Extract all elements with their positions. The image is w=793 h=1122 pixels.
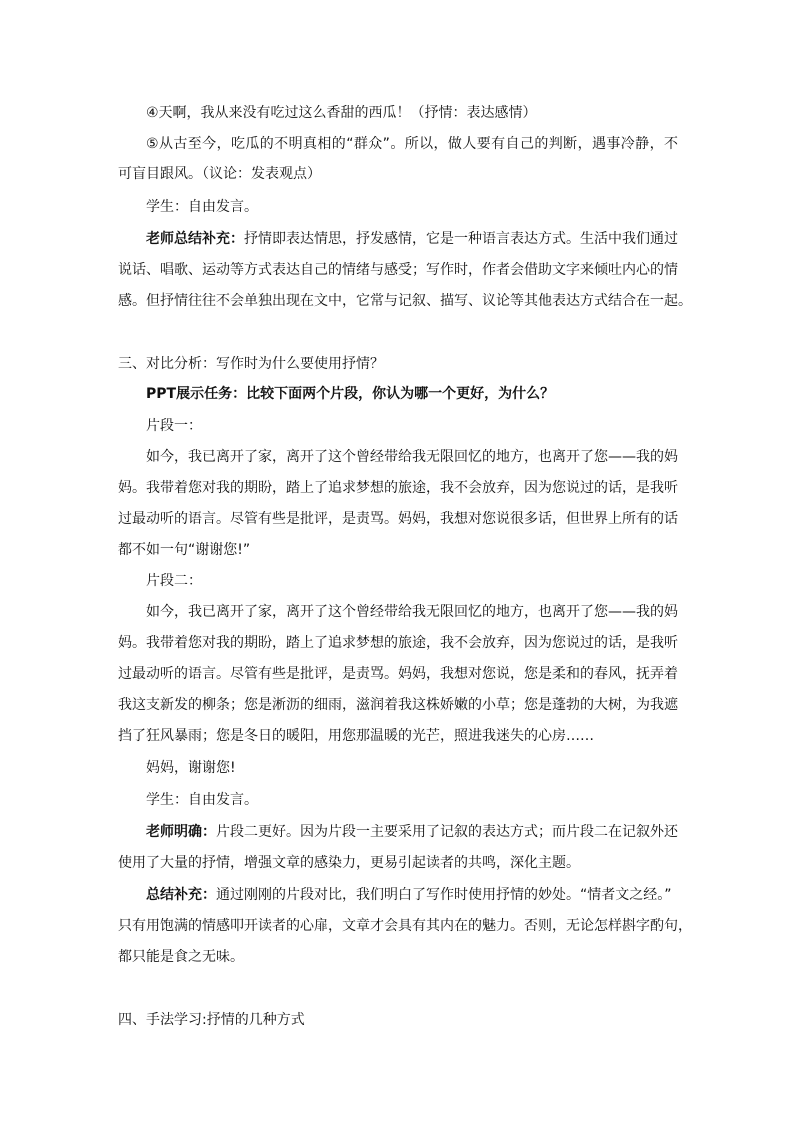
conclusion-line-1: [146, 886, 678, 904]
teacher-summary-line-1: [146, 230, 678, 248]
example-5-line-1: ⑤从古至今，吃瓜的不明真相的“群众”。所以，做人要有自己的判断，遇事冷静，不: [146, 136, 678, 152]
fragment-2-line-3: 过最动听的语言。尽管有些是批评，是责骂。妈妈，我想对您说，您是柔和的春风，抚弄着: [118, 666, 678, 682]
fragment-1-line-2: 妈。我带着您对我的期盼，踏上了追求梦想的旅途，我不会放弃，因为您说过的话，是我听: [118, 480, 678, 496]
teacher-clarify-line-1: [146, 823, 678, 841]
fragment-2-line-1: 如今，我已离开了家，离开了这个曾经带给我无限回忆的地方，也离开了您——我的妈: [146, 604, 678, 620]
fragment-2-line-2: 妈。我带着您对我的期盼，踏上了追求梦想的旅途，我不会放弃，因为您说过的话，是我听: [118, 635, 678, 651]
fragment-1-label: 片段一：: [146, 418, 202, 434]
fragment-2-line-4: 我这支新发的柳条；您是淅沥的细雨，滋润着我这株娇嫩的小草；您是蓬勃的大树，为我遮: [118, 697, 678, 713]
example-5-line-2: 可盲目跟风。（议论：发表观点）: [118, 166, 321, 182]
teacher-clarify-text: 片段二更好。因为片段一主要采用了记叙的表达方式；而片段二在记叙外还: [216, 824, 678, 840]
student-response-2: 学生：自由发言。: [146, 792, 258, 808]
teacher-summary-line-3: 感。但抒情往往不会单独出现在文中，它常与记叙、描写、议论等其他表达方式结合在一起。: [118, 293, 692, 309]
conclusion-line-2: 只有用饱满的情感叩开读者的心扉，文章才会具有其内在的魅力。否则，无论怎样斟字酌句，: [118, 918, 692, 934]
teacher-clarify-line-2: 使用了大量的抒情，增强文章的感染力，更易引起读者的共鸣，深化主题。: [118, 855, 580, 871]
fragment-1-line-4: 都不如一句“谢谢您!”: [118, 542, 251, 558]
conclusion-text: 通过刚刚的片段对比，我们明白了写作时使用抒情的妙处。“情者文之经。”: [216, 887, 672, 903]
student-response-1: 学生：自由发言。: [146, 199, 258, 215]
section-3-heading: 三、对比分析：写作时为什么要使用抒情？: [118, 356, 384, 372]
fragment-1-line-1: 如今，我已离开了家，离开了这个曾经带给我无限回忆的地方，也离开了您——我的妈: [146, 449, 678, 465]
conclusion-label: 总结补充：: [146, 887, 216, 903]
teacher-clarify-label: 老师明确：: [146, 824, 216, 840]
teacher-summary-text: 抒情即表达情思，抒发感情，它是一种语言表达方式。生活中我们通过: [244, 231, 678, 247]
ppt-task: PPT展示任务：比较下面两个片段，你认为哪一个更好，为什么？: [146, 386, 555, 402]
fragment-1-line-3: 过最动听的语言。尽管有些是批评，是责骂。妈妈，我想对您说很多话，但世界上所有的话: [118, 511, 678, 527]
conclusion-line-3: 都只能是食之无味。: [118, 949, 244, 965]
teacher-summary-line-2: 说话、唱歌、运动等方式表达自己的情绪与感受；写作时，作者会借助文字来倾吐内心的情: [118, 262, 678, 278]
fragment-2-line-6: 妈妈，谢谢您!: [146, 760, 236, 776]
fragment-2-label: 片段二：: [146, 573, 202, 589]
section-4-heading: 四、手法学习:抒情的几种方式: [118, 1012, 305, 1028]
teacher-summary-label: 老师总结补充：: [146, 231, 244, 247]
example-4: ④天啊，我从来没有吃过这么香甜的西瓜！（抒情：表达感情）: [146, 105, 537, 121]
fragment-2-line-5: 挡了狂风暴雨；您是冬日的暖阳，用您那温暖的光芒，照进我迷失的心房……: [118, 728, 594, 744]
